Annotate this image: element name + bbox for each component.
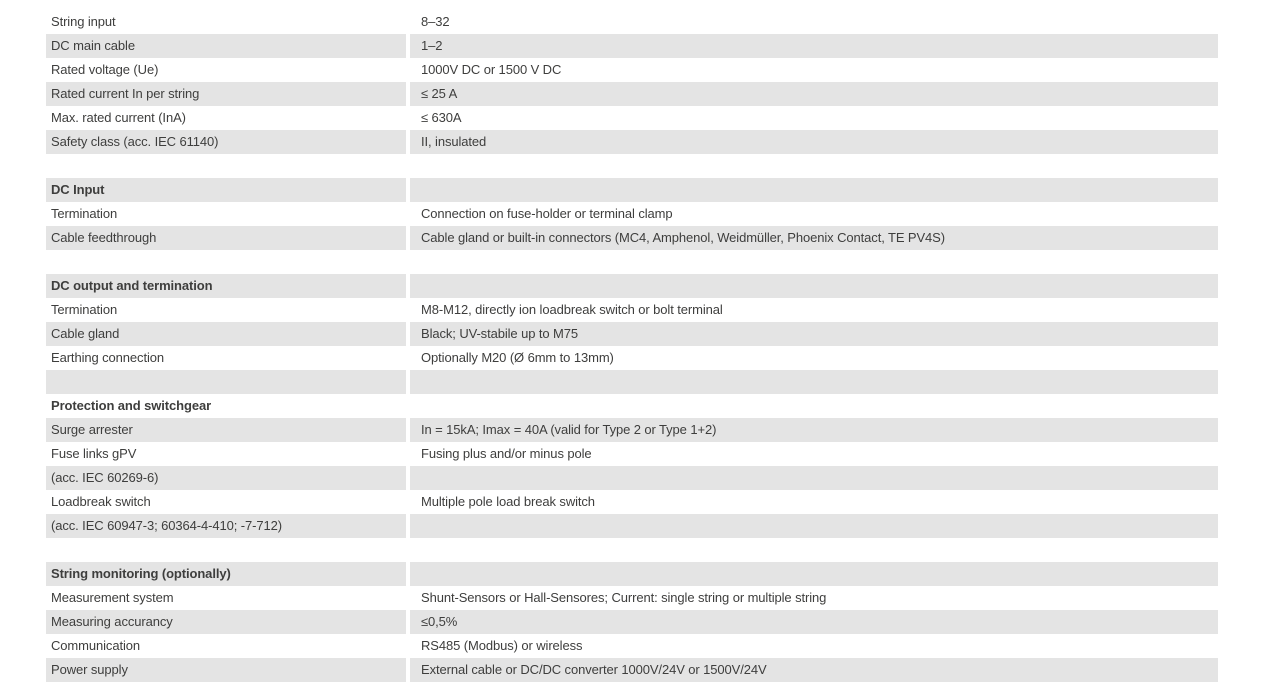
spec-label: Rated voltage (Ue) (46, 58, 406, 82)
table-row (46, 34, 1218, 58)
spec-label: Cable feedthrough (46, 226, 406, 250)
spec-value (410, 370, 1218, 394)
spec-value: Shunt-Sensors or Hall-Sensores; Current: single string or multiple string (410, 586, 1218, 610)
spec-label (46, 250, 406, 274)
spec-value: In = 15kA; Imax = 40A (valid for Type 2 or Type 1+2) (410, 418, 1218, 442)
spec-value (410, 154, 1218, 178)
spec-value (410, 514, 1218, 538)
table-row (46, 514, 1218, 538)
section-header-row (46, 394, 1218, 418)
spec-label: Measurement system (46, 586, 406, 610)
section-header-row (46, 178, 1218, 202)
section-header-row (46, 274, 1218, 298)
table-row (46, 10, 1218, 34)
spec-value: ≤0,5% (410, 610, 1218, 634)
spec-label: String input (46, 10, 406, 34)
spec-table (46, 10, 1218, 682)
spec-label (46, 538, 406, 562)
table-row (46, 442, 1218, 466)
section-header-row (46, 562, 1218, 586)
spec-label: Power supply (46, 658, 406, 682)
spec-value: M8-M12, directly ion loadbreak switch or bolt terminal (410, 298, 1218, 322)
spec-value (410, 562, 1218, 586)
table-row (46, 322, 1218, 346)
spec-value: ≤ 630A (410, 106, 1218, 130)
table-row (46, 658, 1218, 682)
spec-label: Earthing connection (46, 346, 406, 370)
table-row (46, 634, 1218, 658)
table-row (46, 82, 1218, 106)
section-title: DC Input (46, 178, 406, 202)
table-row (46, 298, 1218, 322)
spec-label: Max. rated current (InA) (46, 106, 406, 130)
table-row (46, 490, 1218, 514)
spec-value: 8–32 (410, 10, 1218, 34)
spec-label: (acc. IEC 60947-3; 60364-4-410; -7-712) (46, 514, 406, 538)
spec-label (46, 370, 406, 394)
section-title: DC output and termination (46, 274, 406, 298)
spec-value: ≤ 25 A (410, 82, 1218, 106)
table-row (46, 466, 1218, 490)
spec-label: Rated current In per string (46, 82, 406, 106)
spec-label: Surge arrester (46, 418, 406, 442)
section-title: String monitoring (optionally) (46, 562, 406, 586)
spec-label: Fuse links gPV (46, 442, 406, 466)
table-row (46, 586, 1218, 610)
table-row (46, 418, 1218, 442)
spacer-row (46, 370, 1218, 394)
spec-value: 1–2 (410, 34, 1218, 58)
spec-value: Fusing plus and/or minus pole (410, 442, 1218, 466)
spec-label: Loadbreak switch (46, 490, 406, 514)
spacer-row (46, 250, 1218, 274)
spec-value: Optionally M20 (Ø 6mm to 13mm) (410, 346, 1218, 370)
spec-label: DC main cable (46, 34, 406, 58)
spec-label: Termination (46, 298, 406, 322)
table-row (46, 106, 1218, 130)
spec-value (410, 250, 1218, 274)
spec-value (410, 394, 1218, 418)
spec-label: (acc. IEC 60269-6) (46, 466, 406, 490)
section-title: Protection and switchgear (46, 394, 406, 418)
spacer-row (46, 538, 1218, 562)
spec-value: Cable gland or built-in connectors (MC4, Amphenol, Weidmüller, Phoenix Contact, TE PV4S) (410, 226, 1218, 250)
spec-value: 1000V DC or 1500 V DC (410, 58, 1218, 82)
spec-value (410, 274, 1218, 298)
table-row (46, 226, 1218, 250)
spec-value: External cable or DC/DC converter 1000V/24V or 1500V/24V (410, 658, 1218, 682)
spacer-row (46, 154, 1218, 178)
spec-value (410, 538, 1218, 562)
table-row (46, 610, 1218, 634)
table-row (46, 130, 1218, 154)
spec-label: Termination (46, 202, 406, 226)
spec-value: Connection on fuse-holder or terminal clamp (410, 202, 1218, 226)
spec-label: Cable gland (46, 322, 406, 346)
spec-value (410, 466, 1218, 490)
spec-label: Measuring accurancy (46, 610, 406, 634)
spec-label: Safety class (acc. IEC 61140) (46, 130, 406, 154)
spec-label: Communication (46, 634, 406, 658)
table-row (46, 58, 1218, 82)
spec-value (410, 178, 1218, 202)
spec-value: Multiple pole load break switch (410, 490, 1218, 514)
table-row (46, 202, 1218, 226)
table-row (46, 346, 1218, 370)
spec-value: Black; UV-stabile up to M75 (410, 322, 1218, 346)
spec-label (46, 154, 406, 178)
spec-value: RS485 (Modbus) or wireless (410, 634, 1218, 658)
spec-value: II, insulated (410, 130, 1218, 154)
